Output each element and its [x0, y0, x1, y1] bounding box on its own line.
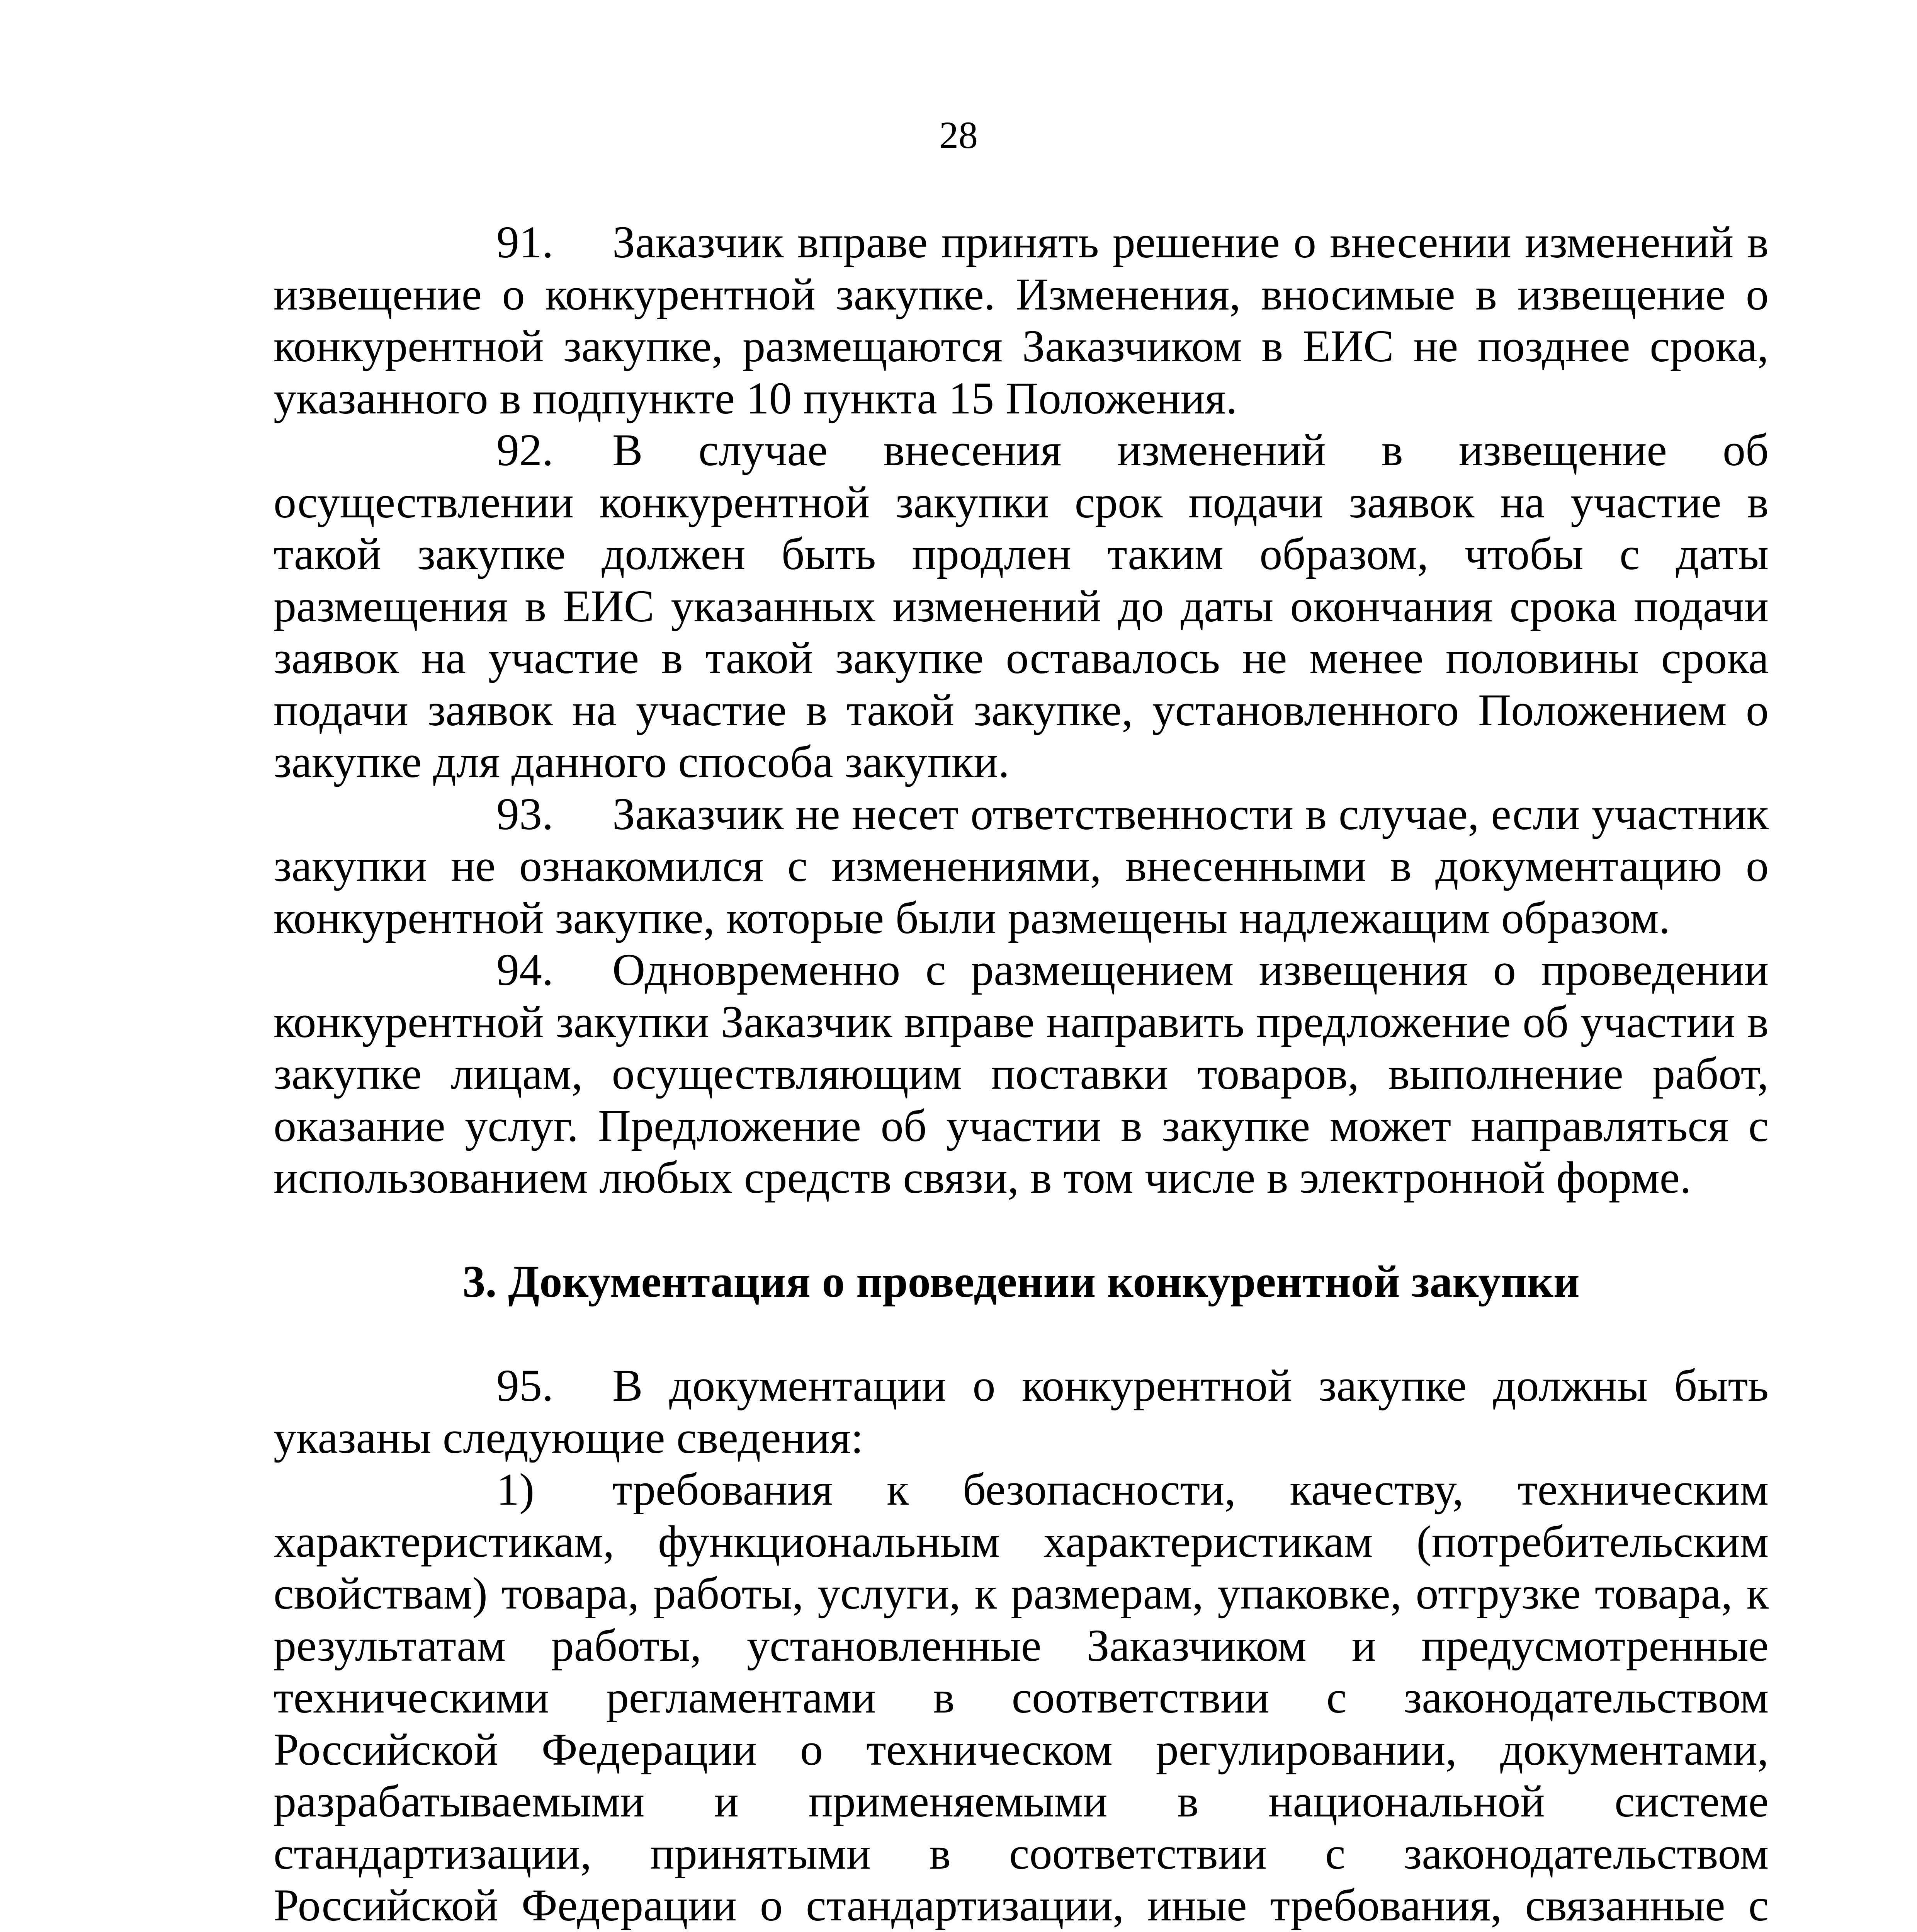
- paragraph-number: 94.: [496, 944, 554, 995]
- subparagraph-text: требования к безопасности, качеству, техническим характеристикам, функциональным характеристикам (потребительским свойствам) товара, работы, услуги, к размерам, упаковке, отгрузке товара, к результатам работы, установленные Заказчиком и предусмотренные техническими регламентами в соответствии с законодательством Российской Федерации о техническом регулировании, документами, разрабатываемыми и применяемыми в национальной системе стандартизации, принятыми в соответствии с законодательством Российской Федерации о стандартизации, иные требования, связанные с: [274, 1464, 1769, 1930]
- paragraph-number: 93.: [496, 788, 554, 839]
- paragraph-text: Одновременно с размещением извещения о проведении конкурентной закупки Заказчик вправе направить предложение об участии в закупке лицам, осуществляющим поставки товаров, выполнение работ, оказание услуг. Предложение об участии в закупке может направляться с использованием любых средств связи, в том числе в электронной форме.: [274, 944, 1769, 1203]
- subparagraph-1: [274, 1464, 1769, 1932]
- paragraph-92: [274, 424, 1769, 788]
- document-body: [274, 216, 1769, 1932]
- paragraph-93: [274, 788, 1769, 944]
- spacer: [274, 1204, 1769, 1256]
- page-number: 28: [939, 114, 978, 156]
- paragraph-number: 92.: [496, 425, 554, 475]
- paragraph-95: [274, 1360, 1769, 1464]
- spacer: [274, 1308, 1769, 1360]
- paragraph-91: [274, 216, 1769, 424]
- paragraph-text: В случае внесения изменений в извещение об осуществлении конкурентной закупки срок подачи заявок на участие в такой закупке должен быть продлен таким образом, чтобы с даты размещения в ЕИС указанных изменений до даты окончания срока подачи заявок на участие в такой закупке оставалось не менее половины срока подачи заявок на участие в такой закупке, установленного Положением о закупке для данного способа закупки.: [274, 425, 1769, 787]
- paragraph-number: 95.: [496, 1360, 554, 1411]
- paragraph-text: В документации о конкурентной закупке должны быть указаны следующие сведения:: [274, 1360, 1769, 1463]
- subparagraph-number: 1): [496, 1464, 535, 1515]
- paragraph-number: 91.: [496, 217, 554, 267]
- section-title: 3. Документация о проведении конкурентной закупки: [462, 1256, 1580, 1307]
- paragraph-94: [274, 944, 1769, 1204]
- paragraph-text: Заказчик не несет ответственности в случае, если участник закупки не ознакомился с изменениями, внесенными в документацию о конкурентной закупке, которые были размещены надлежащим образом.: [274, 788, 1769, 943]
- paragraph-text: Заказчик вправе принять решение о внесении изменений в извещение о конкурентной закупке. Изменения, вносимые в извещение о конкурентной закупке, размещаются Заказчиком в ЕИС не позднее срока, указанного в подпункте 10 пункта 15 Положения.: [274, 217, 1769, 423]
